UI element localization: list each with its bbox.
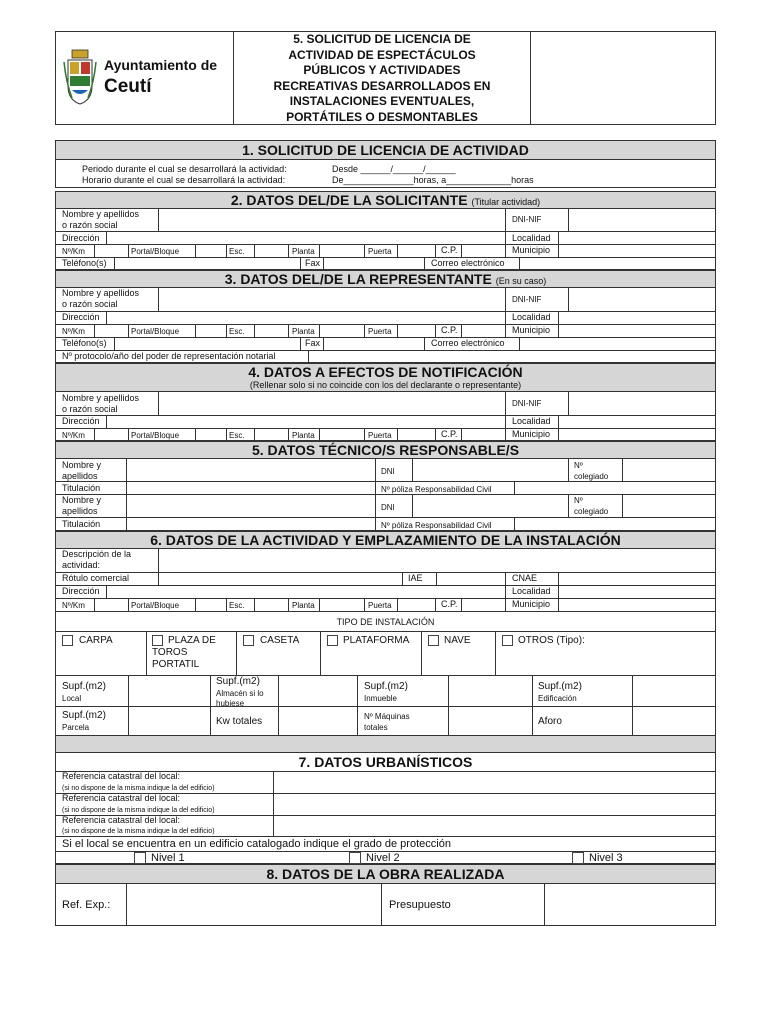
localidad-label: Localidad [512, 312, 551, 322]
telefono-label: Teléfono(s) [62, 338, 107, 348]
horario-label: Horario durante el cual se desarrollará la actividad: [82, 175, 286, 185]
dni-label: DNI-NIF [512, 295, 542, 304]
carpa-label: CARPA [79, 635, 113, 646]
protocolo-label: Nº protocolo/año del poder de representación notarial [62, 351, 276, 361]
titulacion-label: Titulación [62, 483, 101, 493]
descripcion-label-2: actividad: [62, 560, 101, 570]
caseta-checkbox[interactable] [243, 635, 254, 646]
correo-label: Correo electrónico [431, 338, 505, 348]
section-2-header: 2. DATOS DEL/DE LA SOLICITANTE (Titular actividad) [55, 191, 716, 209]
section-6-header: 6. DATOS DE LA ACTIVIDAD Y EMPLAZAMIENTO DE LA INSTALACIÓN [55, 531, 716, 549]
titulacion-label: Titulación [62, 519, 101, 529]
edificacion-label: Edificación [538, 694, 577, 703]
iae-label: IAE [408, 573, 423, 583]
ref-note: (si no dispone de la misma indique la del edificio) [62, 807, 215, 814]
aforo-label: Aforo [538, 716, 562, 727]
otros-label: OTROS (Tipo): [518, 635, 585, 646]
org-city: Ceutí [104, 76, 152, 97]
fax-label: Fax [305, 258, 321, 268]
section-7-header: 7. DATOS URBANÍSTICOS [298, 754, 473, 770]
nkm-label: Nº/Km [62, 431, 85, 440]
cp-label: C.P. [441, 429, 458, 439]
tecnico-apellidos-label: apellidos [62, 471, 98, 481]
periodo-label: Periodo durante el cual se desarrollará la actividad: [82, 164, 287, 174]
section-4-note: (Rellenar solo si no coincide con los del declarante o representante) [249, 380, 522, 390]
supf-label: Supf.(m2) [62, 681, 106, 692]
desde-field[interactable]: Desde ______/______/______ [332, 164, 456, 174]
kw-label: Kw totales [216, 716, 263, 727]
razon-label: o razón social [62, 220, 118, 230]
solicitante-nombre-input[interactable] [159, 210, 504, 230]
municipio-label: Municipio [512, 599, 551, 609]
presupuesto-input[interactable] [545, 885, 715, 925]
ref-exp-input[interactable] [127, 885, 380, 925]
catalogado-label: Si el local se encuentra en un edificio catalogado indique el grado de protección [62, 838, 451, 850]
telefono-label: Teléfono(s) [62, 258, 107, 268]
dni-label: DNI [381, 503, 395, 512]
puerta-label: Puerta [368, 247, 392, 256]
ref-catastral-label: Referencia catastral del local: [62, 793, 181, 803]
direccion-label: Dirección [62, 233, 100, 243]
portal-label: Portal/Bloque [131, 327, 180, 336]
nkm-label: Nº/Km [62, 601, 85, 610]
puerta-label: Puerta [368, 431, 392, 440]
otros-checkbox[interactable] [502, 635, 513, 646]
section-5-header: 5. DATOS TÉCNICO/S RESPONSABLE/S [55, 441, 716, 459]
section-4-header: 4. DATOS A EFECTOS DE NOTIFICACIÓN [248, 364, 523, 380]
portal-label: Portal/Bloque [131, 431, 180, 440]
plaza-label-2: TOROS [152, 647, 188, 658]
localidad-label: Localidad [512, 416, 551, 426]
nave-label: NAVE [444, 635, 471, 646]
plataforma-checkbox[interactable] [327, 635, 338, 646]
poliza-label: Nº póliza Responsabilidad Civil [381, 485, 492, 494]
esc-label: Esc. [229, 601, 245, 610]
dni-label: DNI [381, 467, 395, 476]
poliza-label: Nº póliza Responsabilidad Civil [381, 521, 492, 530]
localidad-label: Localidad [512, 586, 551, 596]
tecnico-apellidos-label: apellidos [62, 506, 98, 516]
puerta-label: Puerta [368, 601, 392, 610]
rotulo-label: Rótulo comercial [62, 573, 130, 583]
presupuesto-label: Presupuesto [389, 899, 451, 911]
local-label: Local [62, 694, 82, 703]
nkm-label: Nº/Km [62, 247, 85, 256]
portal-label: Portal/Bloque [131, 601, 180, 610]
ref-note: (si no dispone de la misma indique la del edificio) [62, 828, 215, 835]
planta-label: Planta [292, 327, 315, 336]
maquinas-label-2: totales [364, 723, 388, 732]
ref-catastral-label: Referencia catastral del local: [62, 815, 181, 825]
ref-note: (si no dispone de la misma indique la del edificio) [62, 785, 215, 792]
planta-label: Planta [292, 601, 315, 610]
ref-catastral-input-3[interactable] [274, 816, 715, 836]
plaza-toros-checkbox[interactable] [152, 635, 163, 646]
caseta-label: CASETA [260, 635, 300, 646]
notificacion-nombre-input[interactable] [159, 393, 504, 414]
direccion-label: Dirección [62, 312, 100, 322]
almacen-label-2: hubiese [216, 699, 245, 708]
nombre-label: Nombre y apellidos [62, 209, 140, 219]
supf-label: Supf.(m2) [538, 681, 582, 692]
plaza-label: PLAZA DE [168, 635, 216, 646]
planta-label: Planta [292, 247, 315, 256]
coat-of-arms-icon [62, 48, 98, 106]
section-1-header: 1. SOLICITUD DE LICENCIA DE ACTIVIDAD [55, 140, 716, 160]
supf-label: Supf.(m2) [62, 710, 106, 721]
tecnico-nombre-label: Nombre y [62, 460, 102, 470]
org-name: Ayuntamiento de [104, 57, 218, 73]
fax-label: Fax [305, 338, 321, 348]
esc-label: Esc. [229, 247, 245, 256]
section-8-header: 8. DATOS DE LA OBRA REALIZADA [55, 864, 716, 884]
section-3-header: 3. DATOS DEL/DE LA REPRESENTANTE (En su caso) [55, 270, 716, 288]
plataforma-label: PLATAFORMA [343, 635, 410, 646]
ref-catastral-input-1[interactable] [274, 772, 715, 792]
nivel-1-checkbox[interactable] [134, 852, 146, 864]
tecnico-nombre-label: Nombre y [62, 495, 102, 505]
nivel-2-checkbox[interactable] [349, 852, 361, 864]
nombre-label: Nombre y apellidos [62, 393, 140, 403]
municipio-label: Municipio [512, 325, 551, 335]
cp-label: C.P. [441, 599, 458, 609]
dni-label: DNI-NIF [512, 215, 542, 224]
cp-label: C.P. [441, 245, 458, 255]
nivel-3-checkbox[interactable] [572, 852, 584, 864]
supf-label: Supf.(m2) [216, 676, 260, 687]
ref-exp-label: Ref. Exp.: [62, 899, 111, 911]
razon-label: o razón social [62, 299, 118, 309]
tipo-instalacion-label: TIPO DE INSTALACIÓN [336, 617, 435, 627]
portal-label: Portal/Bloque [131, 247, 180, 256]
colegiado-label: colegiado [574, 472, 609, 481]
nkm-label: Nº/Km [62, 327, 85, 336]
almacen-label: Almacén si lo [216, 689, 264, 698]
correo-label: Correo electrónico [431, 258, 505, 268]
maquinas-label: Nº Máquinas [364, 712, 410, 721]
nivel-2-label: Nivel 2 [366, 852, 400, 864]
nivel-3-label: Nivel 3 [589, 852, 623, 864]
puerta-label: Puerta [368, 327, 392, 336]
supf-label: Supf.(m2) [364, 681, 408, 692]
municipio-label: Municipio [512, 429, 551, 439]
n-label: Nº [574, 461, 583, 470]
inmueble-label: Inmueble [364, 694, 397, 703]
dni-label: DNI-NIF [512, 399, 542, 408]
carpa-checkbox[interactable] [62, 635, 73, 646]
cnae-label: CNAE [512, 573, 538, 583]
esc-label: Esc. [229, 327, 245, 336]
representante-nombre-input[interactable] [159, 289, 504, 310]
plaza-label-3: PORTATIL [152, 659, 200, 670]
nave-checkbox[interactable] [428, 635, 439, 646]
direccion-label: Dirección [62, 416, 100, 426]
razon-label: o razón social [62, 404, 118, 414]
colegiado-label: colegiado [574, 507, 609, 516]
nivel-1-label: Nivel 1 [151, 852, 185, 864]
parcela-label: Parcela [62, 723, 90, 732]
nombre-label: Nombre y apellidos [62, 288, 140, 298]
n-label: Nº [574, 496, 583, 505]
planta-label: Planta [292, 431, 315, 440]
form-title: 5. SOLICITUD DE LICENCIA DE ACTIVIDAD DE ESPECTÁCULOS PÚBLICOS Y ACTIVIDADES RECREATIVAS DESARROLLADOS EN INSTALACIONES EVENTUALES, PORTÁTILES O DESMONTABLES [273, 32, 491, 124]
descripcion-input[interactable] [159, 550, 715, 571]
municipio-label: Municipio [512, 245, 551, 255]
localidad-label: Localidad [512, 233, 551, 243]
esc-label: Esc. [229, 431, 245, 440]
ref-catastral-input-2[interactable] [274, 794, 715, 814]
descripcion-label: Descripción de la [62, 549, 132, 559]
horas-field[interactable]: De______________horas, a_____________horas [332, 175, 534, 185]
direccion-label: Dirección [62, 586, 100, 596]
ref-catastral-label: Referencia catastral del local: [62, 771, 181, 781]
cp-label: C.P. [441, 325, 458, 335]
